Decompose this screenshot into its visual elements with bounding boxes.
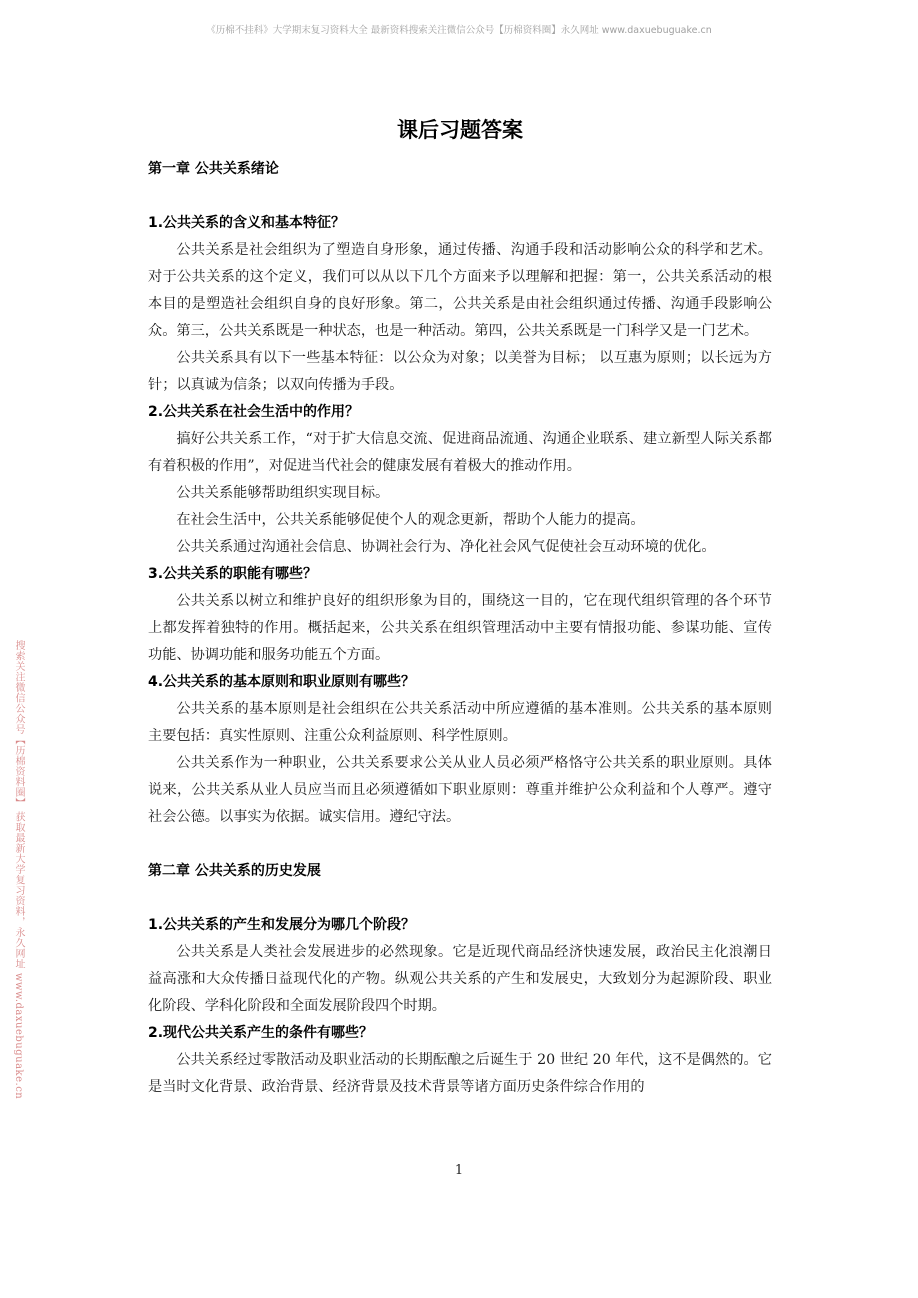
page-number: 1 [454,1163,464,1178]
question-heading: 2.现代公共关系产生的条件有哪些？ [148,1025,374,1041]
answer-paragraph: 公共关系是社会组织为了塑造自身形象，通过传播、沟通手段和活动影响公众的科学和艺术。对于公共关系的这个定义，我们可以从以下几个方面来予以理解和把握：第一，公共关系活动的根本目的是塑造社会组织自身的良好形象。第二，公共关系是由社会组织通过传播、沟通手段影响公众。第三，公共关系既是一种状态，也是一种活动。第四，公共关系既是一门科学又是一门艺术。 [148,242,772,339]
answer-paragraph: 公共关系以树立和维护良好的组织形象为目的，围绕这一目的，它在现代组织管理的各个环节上都发挥着独特的作用。概括起来，公共关系在组织管理活动中主要有情报功能、参谋功能、宣传功能、协调功能和服务功能五个方面。 [148,593,772,663]
answer-paragraph: 搞好公共关系工作，“对于扩大信息交流、促进商品流通、沟通企业联系、建立新型人际关系都有着积极的作用”，对促进当代社会的健康发展有着极大的推动作用。 [148,431,772,474]
question-heading: 1.公共关系的产生和发展分为哪几个阶段？ [148,917,416,933]
answer-paragraph: 公共关系的基本原则是社会组织在公共关系活动中所应遵循的基本准则。公共关系的基本原则主要包括：真实性原则、注重公众利益原则、科学性原则。 [148,701,772,744]
document-title: 课后习题答案 [397,118,523,142]
document-body [148,110,772,1101]
chapter-title: 第二章 公共关系的历史发展 [148,863,321,879]
question-heading: 3.公共关系的职能有哪些？ [148,566,318,582]
answer-paragraph: 公共关系具有以下一些基本特征：以公众为对象；以美誉为目标； 以互惠为原则；以长远为方针；以真诚为信条；以双向传播为手段。 [148,350,772,393]
answer-paragraph: 公共关系是人类社会发展进步的必然现象。它是近现代商品经济快速发展，政治民主化浪潮日益高涨和大众传播日益现代化的产物。纵观公共关系的产生和发展史，大致划分为起源阶段、职业化阶段、学科化阶段和全面发展阶段四个时期。 [148,944,772,1014]
chapter-title: 第一章 公共关系绪论 [148,161,279,177]
side-watermark: 搜索关注微信公众号【历棉资料圈】 获取最新大学复习资料，永久网址 www.daxuebuguake.cn [13,640,24,1100]
answer-paragraph: 在社会生活中，公共关系能够促使个人的观念更新，帮助个人能力的提高。 [176,512,645,528]
question-heading: 2.公共关系在社会生活中的作用？ [148,404,360,420]
answer-paragraph: 公共关系能够帮助组织实现目标。 [176,485,390,501]
answer-paragraph: 公共关系作为一种职业，公共关系要求公关从业人员必须严格恪守公共关系的职业原则。具体说来，公共关系从业人员应当而且必须遵循如下职业原则：尊重并维护公众利益和个人尊严。遵守社会公德。以事实为依据。诚实信用。遵纪守法。 [148,755,772,825]
answer-paragraph: 公共关系通过沟通社会信息、协调社会行为、净化社会风气促使社会互动环境的优化。 [176,539,716,555]
question-heading: 4.公共关系的基本原则和职业原则有哪些？ [148,674,416,690]
answer-paragraph: 公共关系经过零散活动及职业活动的长期酝酿之后诞生于 20 世纪 20 年代，这不是偶然的。它是当时文化背景、政治背景、经济背景及技术背景等诸方面历史条件综合作用的 [148,1052,772,1095]
header-watermark: 《历棉不挂科》大学期末复习资料大全 最新资料搜索关注微信公众号【历棉资料圈】永久网址 www.daxuebuguake.cn [206,25,712,36]
question-heading: 1.公共关系的含义和基本特征？ [148,215,346,231]
